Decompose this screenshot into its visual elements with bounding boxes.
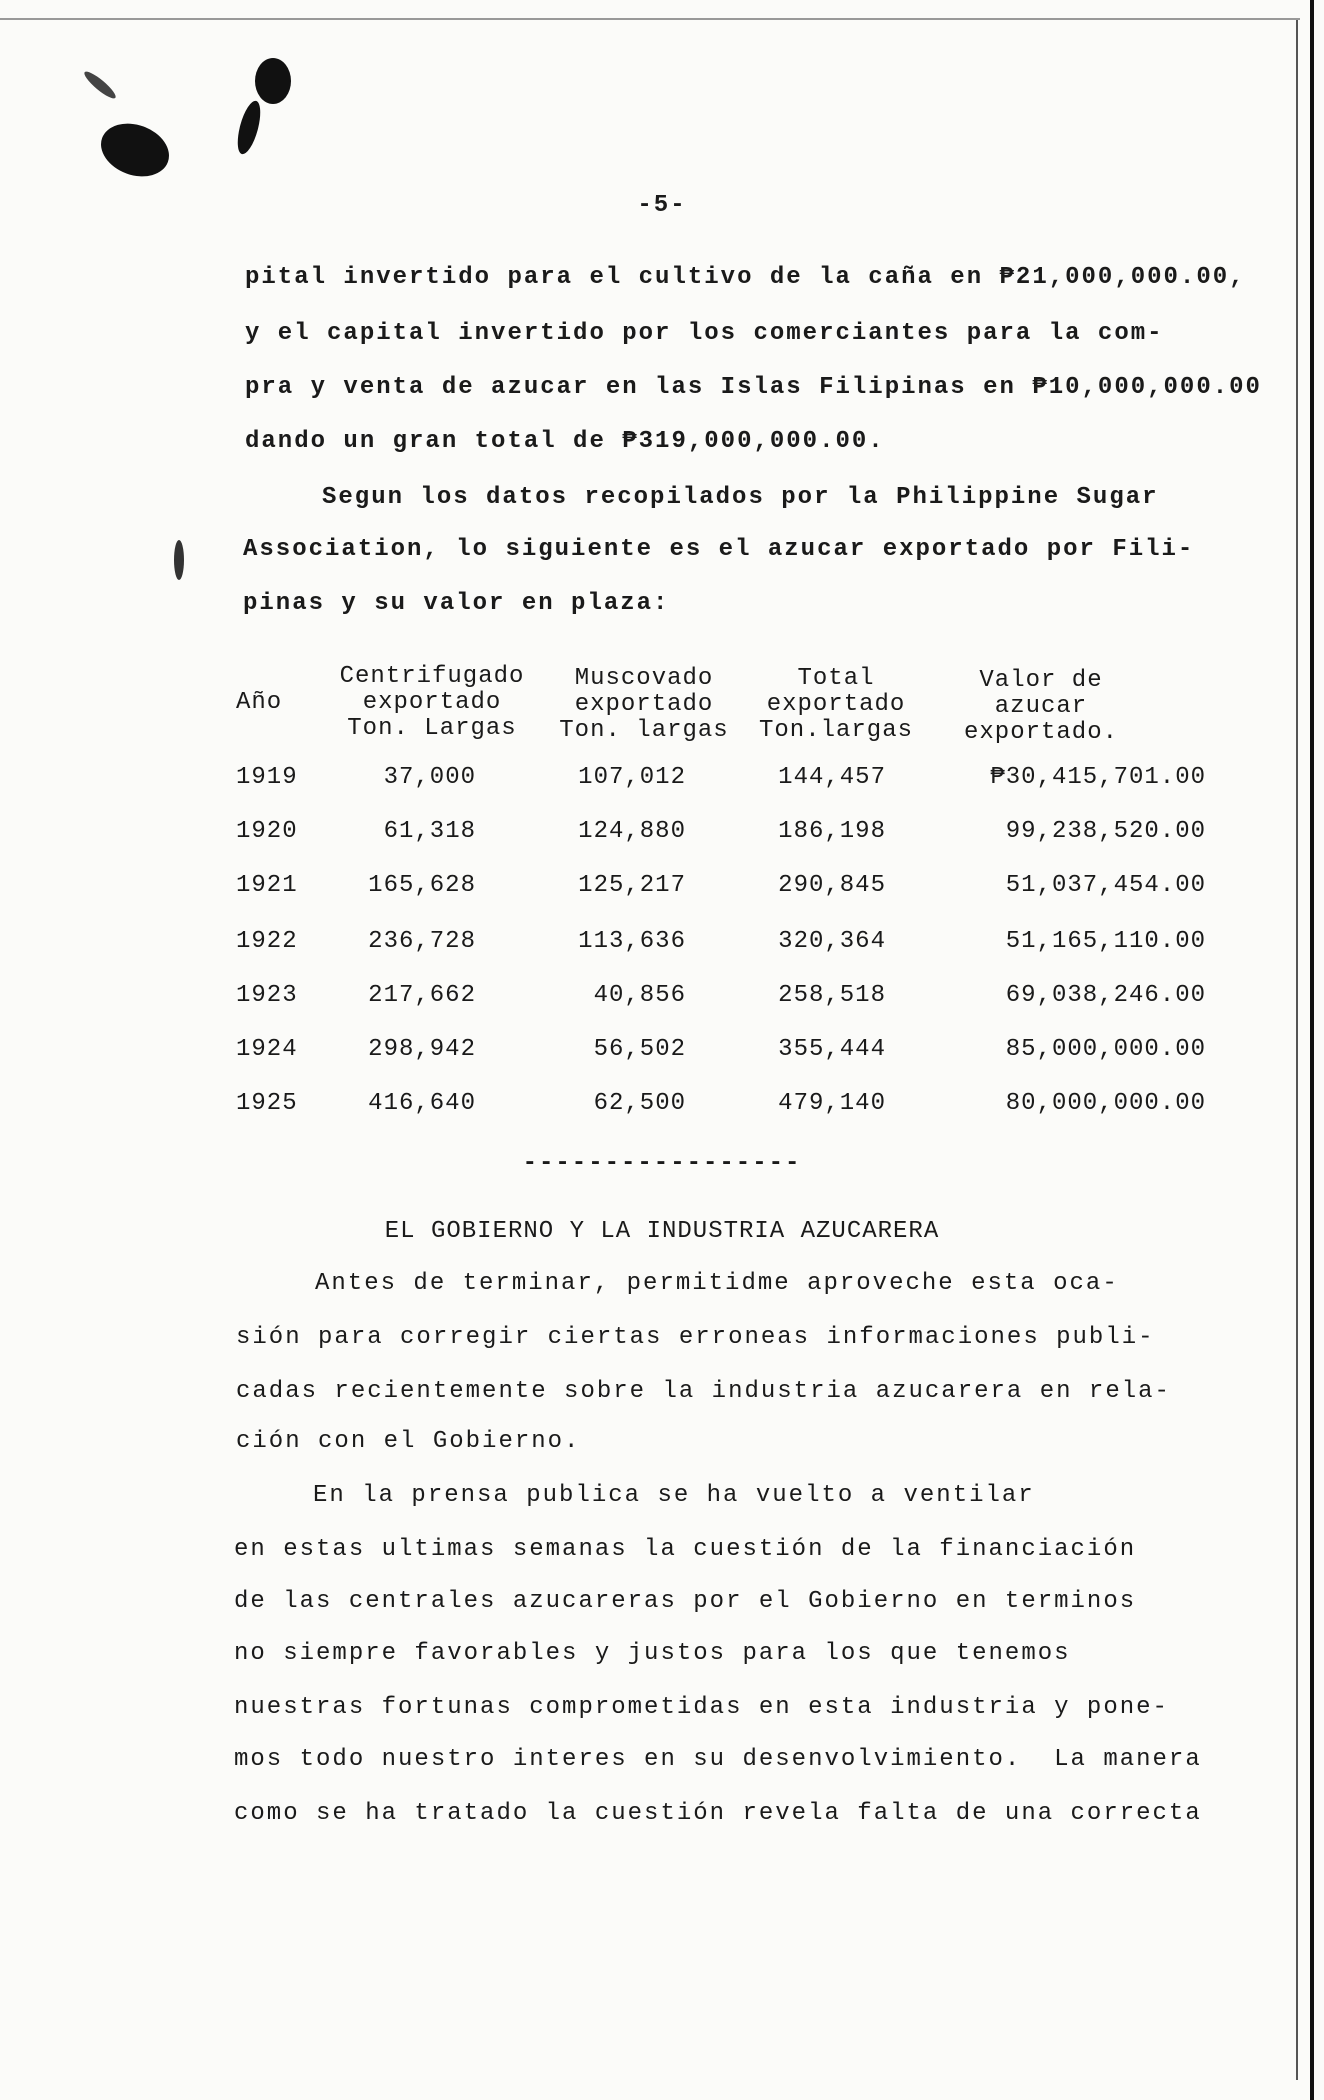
cell-centrifugado: 37,000 bbox=[383, 764, 476, 791]
cell-year: 1922 bbox=[236, 928, 298, 955]
cell-year: 1924 bbox=[236, 1036, 298, 1063]
cell-muscovado: 125,217 bbox=[578, 872, 686, 899]
text-line: cadas recientemente sobre la industria azucarera en rela- bbox=[236, 1378, 1171, 1405]
cell-muscovado: 40,856 bbox=[593, 982, 686, 1009]
cell-total: 258,518 bbox=[778, 982, 886, 1009]
page-edge-inner-line bbox=[1296, 20, 1298, 2080]
cell-centrifugado: 416,640 bbox=[368, 1090, 476, 1117]
header-year: Año bbox=[236, 689, 283, 716]
header-centrifugado: Centrifugado exportado Ton. Largas bbox=[339, 663, 525, 742]
cell-valor: 85,000,000.00 bbox=[1005, 1036, 1206, 1063]
text-line: como se ha tratado la cuestión revela falta de una correcta bbox=[234, 1800, 1202, 1827]
cell-total: 320,364 bbox=[778, 928, 886, 955]
divider-line: ----------------- bbox=[522, 1150, 802, 1177]
cell-valor: 69,038,246.00 bbox=[1005, 982, 1206, 1009]
header-valor: Valor de azucar exportado. bbox=[963, 667, 1119, 746]
ink-stain bbox=[233, 99, 265, 157]
cell-valor: ₱30,415,701.00 bbox=[990, 764, 1206, 791]
text-line: y el capital invertido por los comerciantes para la com- bbox=[245, 320, 1164, 347]
text-line: Segun los datos recopilados por la Philippine Sugar bbox=[322, 484, 1159, 511]
cell-valor: 51,165,110.00 bbox=[1005, 928, 1206, 955]
cell-muscovado: 62,500 bbox=[593, 1090, 686, 1117]
table-row bbox=[236, 928, 1206, 958]
page-edge-top bbox=[0, 18, 1300, 20]
cell-muscovado: 113,636 bbox=[578, 928, 686, 955]
cell-muscovado: 124,880 bbox=[578, 818, 686, 845]
header-muscovado: Muscovado exportado Ton. largas bbox=[559, 665, 729, 744]
text-line: no siempre favorables y justos para los que tenemos bbox=[234, 1640, 1071, 1667]
cell-total: 290,845 bbox=[778, 872, 886, 899]
page-edge-right bbox=[1310, 0, 1314, 2100]
page-number: -5- bbox=[637, 192, 687, 219]
cell-centrifugado: 61,318 bbox=[383, 818, 476, 845]
table-row bbox=[236, 872, 1206, 902]
table-row bbox=[236, 764, 1206, 794]
text-line: en estas ultimas semanas la cuestión de la financiación bbox=[234, 1536, 1137, 1563]
table-row bbox=[236, 1036, 1206, 1066]
table-row bbox=[236, 982, 1206, 1012]
cell-centrifugado: 236,728 bbox=[368, 928, 476, 955]
cell-year: 1925 bbox=[236, 1090, 298, 1117]
cell-muscovado: 107,012 bbox=[578, 764, 686, 791]
cell-valor: 99,238,520.00 bbox=[1005, 818, 1206, 845]
text-line: sión para corregir ciertas erroneas informaciones publi- bbox=[236, 1324, 1155, 1351]
cell-centrifugado: 298,942 bbox=[368, 1036, 476, 1063]
table-row bbox=[236, 1090, 1206, 1120]
cell-muscovado: 56,502 bbox=[593, 1036, 686, 1063]
ink-stain bbox=[174, 540, 184, 580]
ink-stain bbox=[81, 68, 118, 101]
text-line: pra y venta de azucar en las Islas Filipinas en ₱10,000,000.00 bbox=[245, 374, 1262, 401]
text-line: Antes de terminar, permitidme aproveche esta oca- bbox=[315, 1270, 1119, 1297]
cell-centrifugado: 217,662 bbox=[368, 982, 476, 1009]
cell-year: 1920 bbox=[236, 818, 298, 845]
cell-year: 1923 bbox=[236, 982, 298, 1009]
text-line: mos todo nuestro interes en su desenvolvimiento. La manera bbox=[234, 1746, 1202, 1773]
text-line: ción con el Gobierno. bbox=[236, 1428, 581, 1455]
table-row bbox=[236, 818, 1206, 848]
cell-valor: 51,037,454.00 bbox=[1005, 872, 1206, 899]
text-line: pinas y su valor en plaza: bbox=[243, 590, 670, 617]
text-line: Association, lo siguiente es el azucar exportado por Fili- bbox=[243, 536, 1195, 563]
cell-year: 1921 bbox=[236, 872, 298, 899]
cell-valor: 80,000,000.00 bbox=[1005, 1090, 1206, 1117]
text-line: En la prensa publica se ha vuelto a ventilar bbox=[313, 1482, 1035, 1509]
header-total: Total exportado Ton.largas bbox=[758, 665, 914, 744]
text-line: nuestras fortunas comprometidas en esta industria y pone- bbox=[234, 1694, 1169, 1721]
ink-stain bbox=[94, 115, 177, 186]
text-line: pital invertido para el cultivo de la caña en ₱21,000,000.00, bbox=[245, 264, 1246, 291]
text-line: dando un gran total de ₱319,000,000.00. bbox=[245, 428, 885, 455]
text-line: de las centrales azucareras por el Gobierno en terminos bbox=[234, 1588, 1137, 1615]
section-title: EL GOBIERNO Y LA INDUSTRIA AZUCARERA bbox=[384, 1218, 940, 1245]
ink-stain bbox=[255, 58, 291, 104]
cell-year: 1919 bbox=[236, 764, 298, 791]
cell-total: 479,140 bbox=[778, 1090, 886, 1117]
cell-total: 186,198 bbox=[778, 818, 886, 845]
cell-total: 144,457 bbox=[778, 764, 886, 791]
cell-total: 355,444 bbox=[778, 1036, 886, 1063]
cell-centrifugado: 165,628 bbox=[368, 872, 476, 899]
